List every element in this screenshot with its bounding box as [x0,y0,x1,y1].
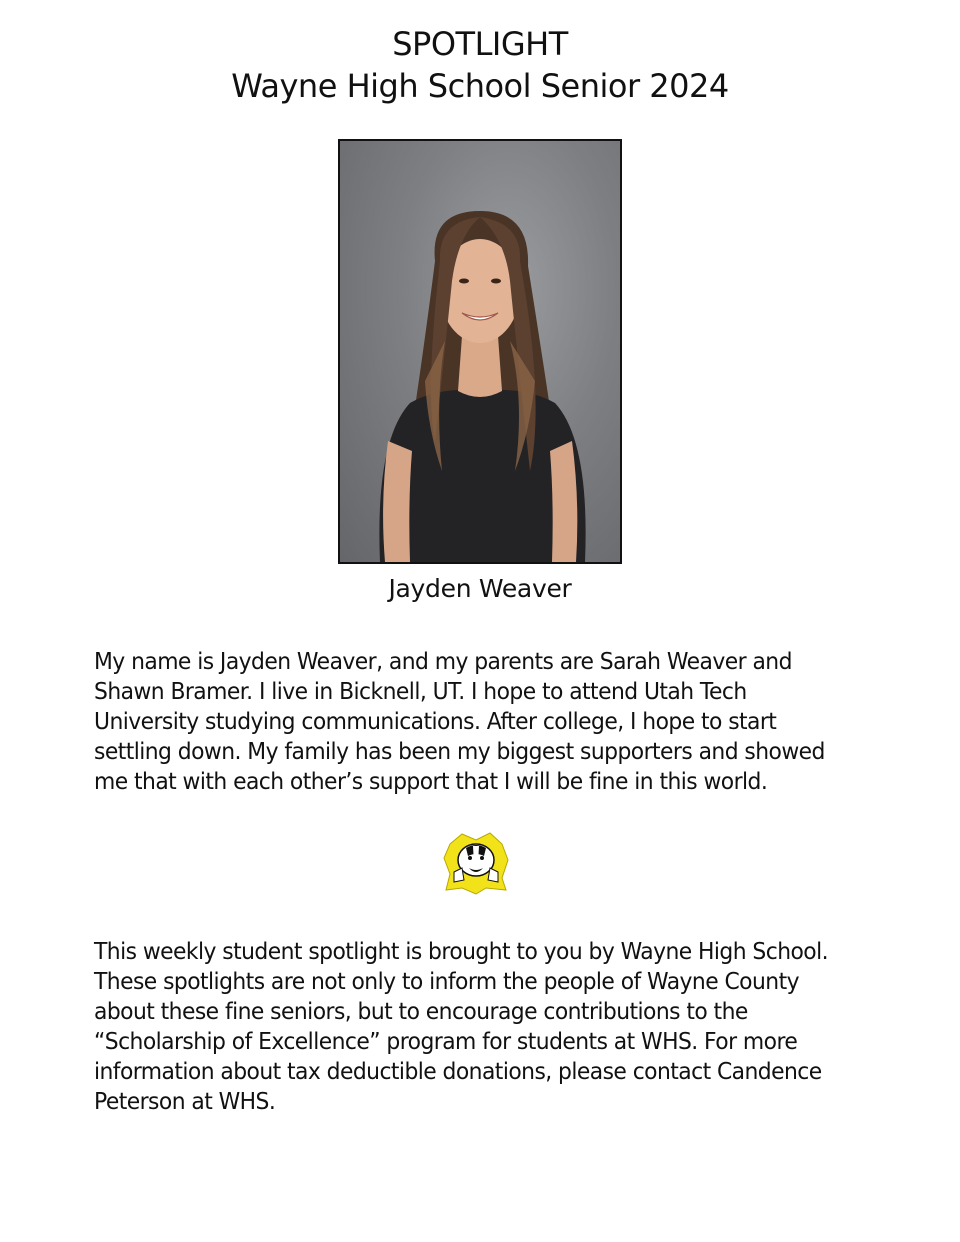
student-portrait-photo [338,139,622,564]
sponsor-paragraph: This weekly student spotlight is brought to you by Wayne High School. These spotlights are not only to inform the people of Wayne County about these fine seniors, but to encourage contributions to the “Scholarship of Excellence” program for students at WHS. For more information about tax deductible donations, please contact Candence Peterson at WHS. [94,937,829,1115]
page-subtitle: Wayne High School Senior 2024 [231,67,729,105]
portrait-illustration [340,141,620,562]
bio-paragraph: My name is Jayden Weaver, and my parents are Sarah Weaver and Shawn Bramer. I live in Bicknell, UT. I hope to attend Utah Tech University studying communications. After college, I hope to start settling down. My family has been my biggest supporters and showed me that with each other’s support that I will be fine in this world. [94,647,825,795]
badger-mascot-icon [440,830,512,896]
page-title-spotlight: SPOTLIGHT [392,25,568,63]
student-name-caption: Jayden Weaver [388,574,572,603]
